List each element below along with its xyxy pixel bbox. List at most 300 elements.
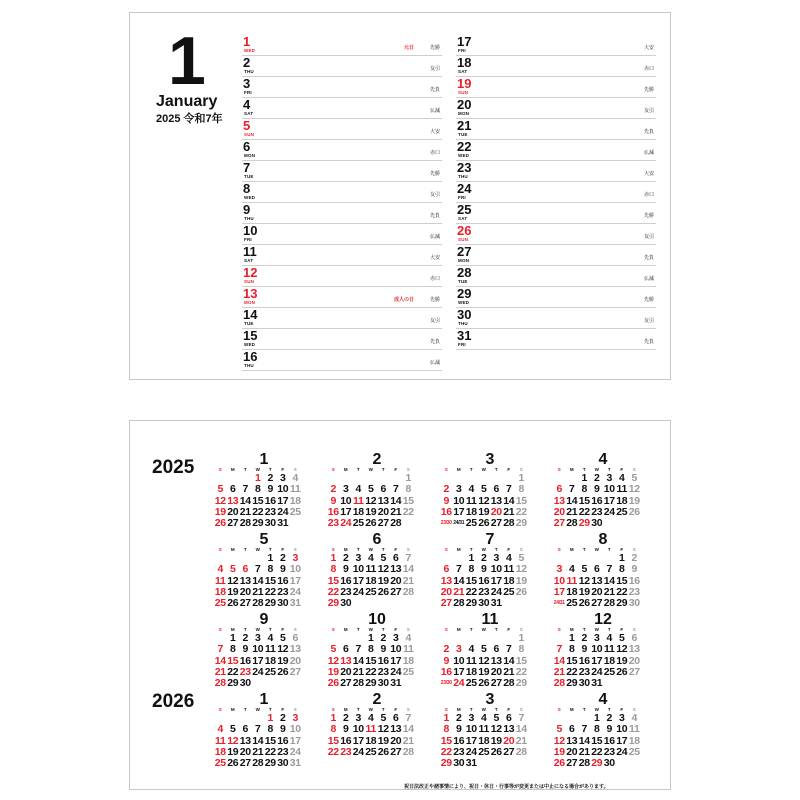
rokuyo-label: 仏滅 xyxy=(643,276,654,282)
weekday-initial: W xyxy=(594,547,599,552)
mini-month-calendar xyxy=(327,453,427,529)
weekday-initial: W xyxy=(368,547,373,552)
date-cell: 1 xyxy=(267,552,274,564)
day-row xyxy=(456,98,656,119)
date-cell: 20 xyxy=(553,505,565,518)
date-cell: 10 xyxy=(390,643,402,656)
weekday-initial: T xyxy=(607,467,611,472)
weekday-initial: S xyxy=(444,547,448,552)
weekday-initial: F xyxy=(507,627,511,632)
date-cell: 7 xyxy=(217,643,224,656)
date-cell: 21 xyxy=(239,505,251,518)
date-grid xyxy=(327,713,427,758)
date-cell: 20 xyxy=(289,654,301,667)
date-cell: 10 xyxy=(289,563,301,576)
day-row xyxy=(456,35,656,56)
date-cell: 20 xyxy=(591,585,603,598)
date-cell: 5 xyxy=(581,563,588,576)
date-cell: 12 xyxy=(478,654,490,667)
date-cell: 11 xyxy=(629,723,640,736)
date-cell: 14 xyxy=(578,734,590,747)
date-cell xyxy=(603,678,616,689)
weekday-initial: T xyxy=(469,627,473,632)
day-row xyxy=(242,77,442,98)
date-cell: 19 xyxy=(478,665,490,678)
weekday-initial: T xyxy=(243,627,247,632)
date-cell: 19 xyxy=(214,505,226,518)
date-cell: 27 xyxy=(591,597,603,610)
date-cell xyxy=(503,758,516,769)
date-cell: 1 xyxy=(367,632,374,644)
date-cell: 21 xyxy=(453,585,465,598)
weekday-label: WED xyxy=(244,48,256,53)
date-cell: 5 xyxy=(631,472,638,484)
date-cell: 28 xyxy=(566,517,578,530)
date-cell: 10 xyxy=(340,494,352,507)
date-cell: 16 xyxy=(340,734,352,747)
date-cell: 26 xyxy=(628,505,640,518)
day-number: 10 xyxy=(243,223,258,238)
weekday-initial: S xyxy=(519,627,523,632)
rokuyo-label: 友引 xyxy=(429,192,440,198)
day-number: 22 xyxy=(457,139,472,154)
rokuyo-label: 先勝 xyxy=(643,297,654,303)
month-name: January xyxy=(156,93,218,110)
date-cell: 3 xyxy=(455,483,462,496)
date-cell: 12 xyxy=(377,723,389,736)
weekday-initial: T xyxy=(268,547,272,552)
date-cell: 28 xyxy=(578,757,590,770)
weekday-label: SUN xyxy=(244,279,255,284)
date-cell: 17 xyxy=(352,734,364,747)
date-cell: 21 xyxy=(252,585,264,598)
date-cell: 14 xyxy=(566,494,578,507)
date-cell: 26 xyxy=(478,517,490,530)
date-cell: 29 xyxy=(515,677,527,690)
day-number: 12 xyxy=(243,265,258,280)
rokuyo-label: 大安 xyxy=(429,255,440,261)
date-cell: 8 xyxy=(518,643,525,656)
date-cell: 9 xyxy=(330,494,337,507)
date-cell: 20 xyxy=(227,505,239,518)
date-cell: 8 xyxy=(568,643,575,656)
date-cell: 1 xyxy=(568,632,575,644)
day-row xyxy=(242,182,442,203)
date-cell: 12 xyxy=(553,734,565,747)
date-cell: 30 xyxy=(453,757,465,770)
day-row xyxy=(242,245,442,266)
date-cell: 28 xyxy=(402,745,414,758)
date-cell: 8 xyxy=(330,563,337,576)
date-cell: 30 xyxy=(264,517,276,530)
date-cell: 13 xyxy=(227,494,239,507)
date-cell: 25 xyxy=(365,745,377,758)
date-grid xyxy=(553,473,653,529)
mini-month-title: 3 xyxy=(485,691,495,708)
date-cell: 15 xyxy=(591,734,603,747)
date-cell: 25 xyxy=(214,597,226,610)
date-cell: 4 xyxy=(367,552,374,564)
date-cell: 5 xyxy=(380,552,387,564)
weekday-initial: F xyxy=(281,707,285,712)
date-cell: 13 xyxy=(490,654,502,667)
date-cell: 29 xyxy=(566,677,578,690)
date-cell: 17 xyxy=(340,505,352,518)
date-cell: 5 xyxy=(556,723,563,736)
date-cell: 15 xyxy=(440,734,452,747)
date-cell: 13 xyxy=(591,574,603,587)
date-cell: 14 xyxy=(352,654,364,667)
date-cell: 8 xyxy=(229,643,236,656)
date-cell: 8 xyxy=(367,643,374,656)
date-cell xyxy=(628,758,641,769)
date-cell: 14 xyxy=(239,494,251,507)
date-cell: 16 xyxy=(440,665,452,678)
date-cell: 20 xyxy=(566,745,578,758)
weekday-initial: S xyxy=(218,547,222,552)
weekday-initial: M xyxy=(343,547,348,552)
date-cell: 19 xyxy=(365,505,377,518)
date-cell: 13 xyxy=(340,654,352,667)
date-cell: 23 xyxy=(453,745,465,758)
date-cell: 26 xyxy=(377,745,389,758)
date-cell: 17 xyxy=(490,574,502,587)
day-row xyxy=(456,287,656,308)
date-cell: 28 xyxy=(390,517,402,530)
date-cell: 11 xyxy=(215,734,226,747)
weekday-initial: S xyxy=(331,547,335,552)
rokuyo-label: 先負 xyxy=(429,213,440,219)
date-cell: 9 xyxy=(279,563,286,576)
date-cell: 12 xyxy=(515,563,527,576)
date-cell xyxy=(365,598,378,609)
date-cell: 28 xyxy=(603,597,615,610)
weekday-initial: F xyxy=(620,467,624,472)
date-cell: 6 xyxy=(229,483,236,496)
date-cell: 16 xyxy=(340,574,352,587)
date-cell: 17 xyxy=(277,494,289,507)
date-grid xyxy=(553,553,653,609)
date-cell: 8 xyxy=(618,563,625,576)
date-cell: 10 xyxy=(289,723,301,736)
rokuyo-label: 仏滅 xyxy=(429,360,440,366)
weekday-label: SAT xyxy=(244,111,254,116)
date-cell: 12 xyxy=(478,494,490,507)
weekday-label: SAT xyxy=(244,258,254,263)
weekday-initial: S xyxy=(331,467,335,472)
rokuyo-label: 友引 xyxy=(643,234,654,240)
weekday-initial: M xyxy=(230,547,235,552)
weekday-initial: S xyxy=(444,707,448,712)
date-cell: 29 xyxy=(591,757,603,770)
mini-month-calendar xyxy=(553,693,653,769)
day-row xyxy=(242,140,442,161)
date-cell: 7 xyxy=(254,723,261,736)
date-cell: 16 xyxy=(327,505,339,518)
date-cell: 27 xyxy=(239,757,251,770)
year-era-label: 2025 令和7年 xyxy=(156,113,223,125)
date-cell: 22 xyxy=(264,745,276,758)
date-cell: 30 xyxy=(603,757,615,770)
weekday-initial: W xyxy=(481,547,486,552)
date-cell: 23 xyxy=(264,505,276,518)
weekday-initial: T xyxy=(381,707,385,712)
weekday-initial: T xyxy=(243,467,247,472)
date-cell: 6 xyxy=(443,563,450,576)
weekday-initial: F xyxy=(394,707,398,712)
date-cell: 27 xyxy=(628,665,640,678)
weekday-initial: S xyxy=(331,707,335,712)
day-number: 29 xyxy=(457,286,472,301)
date-cell: 21 xyxy=(503,665,515,678)
date-cell: 27 xyxy=(490,517,502,530)
date-cell: 6 xyxy=(493,483,500,496)
date-cell: 13 xyxy=(503,723,515,736)
weekday-initial: F xyxy=(620,707,624,712)
date-cell: 26 xyxy=(515,585,527,598)
date-cell: 27 xyxy=(566,757,578,770)
date-cell: 29 xyxy=(440,757,452,770)
mini-month-calendar xyxy=(327,693,427,758)
day-row xyxy=(456,266,656,287)
date-cell: 7 xyxy=(455,563,462,576)
date-cell: 8 xyxy=(267,563,274,576)
weekday-label: MON xyxy=(244,300,256,305)
date-cell: 11 xyxy=(353,494,364,507)
date-cell: 25 xyxy=(365,585,377,598)
date-cell: 11 xyxy=(566,574,577,587)
date-cell: 17 xyxy=(465,734,477,747)
date-cell: 28 xyxy=(214,677,226,690)
date-cell: 18 xyxy=(503,574,515,587)
date-cell: 3 xyxy=(254,632,261,644)
date-cell: 31 xyxy=(390,677,402,690)
day-number: 25 xyxy=(457,202,472,217)
weekday-label: THU xyxy=(244,363,254,368)
date-cell: 18 xyxy=(628,734,640,747)
weekday-initial: F xyxy=(394,467,398,472)
date-cell: 26 xyxy=(616,665,628,678)
date-cell: 1 xyxy=(593,712,600,724)
date-cell: 3 xyxy=(342,483,349,496)
date-cell: 8 xyxy=(581,483,588,496)
date-grid xyxy=(440,713,540,769)
day-row xyxy=(242,329,442,350)
weekday-label: SUN xyxy=(458,237,469,242)
date-cell: 24 xyxy=(277,505,289,518)
date-cell: 29 xyxy=(264,757,276,770)
date-cell: 14 xyxy=(252,574,264,587)
date-cell: 29 xyxy=(227,677,239,690)
date-cell: 27 xyxy=(503,745,515,758)
weekday-initial: T xyxy=(582,467,586,472)
day-number: 26 xyxy=(457,223,472,238)
date-cell: 3 xyxy=(606,472,613,484)
date-cell: 26 xyxy=(277,665,289,678)
date-cell: 22 xyxy=(515,505,527,518)
date-cell xyxy=(628,678,641,689)
date-cell: 25 xyxy=(503,585,515,598)
date-cell: 14 xyxy=(214,654,226,667)
day-number: 7 xyxy=(243,160,251,175)
date-cell xyxy=(628,518,641,529)
date-cell xyxy=(503,598,516,609)
date-grid xyxy=(214,473,314,529)
day-number: 16 xyxy=(243,349,258,364)
date-cell: 22 xyxy=(566,665,578,678)
date-cell: 15 xyxy=(578,494,590,507)
date-cell: 1 xyxy=(254,472,261,484)
date-cell: 12 xyxy=(628,483,640,496)
date-cell: 17 xyxy=(352,574,364,587)
date-cell: 14 xyxy=(603,574,615,587)
mini-month-calendar xyxy=(327,613,427,689)
rokuyo-label: 大安 xyxy=(643,171,654,177)
date-cell: 3 xyxy=(593,632,600,644)
date-cell: 11 xyxy=(265,643,276,656)
date-cell: 14 xyxy=(402,563,414,576)
date-cell: 2 xyxy=(267,472,274,484)
date-grid xyxy=(440,473,540,529)
date-cell: 17 xyxy=(616,734,628,747)
date-cell: 5 xyxy=(330,643,337,656)
date-cell: 1 xyxy=(267,712,274,724)
weekday-initial: T xyxy=(469,547,473,552)
date-cell: 8 xyxy=(518,483,525,496)
weekday-label: MON xyxy=(458,111,470,116)
weekday-initial: F xyxy=(620,627,624,632)
date-cell: 2 xyxy=(380,632,387,644)
weekday-initial: S xyxy=(444,467,448,472)
day-number: 9 xyxy=(243,202,251,217)
day-row xyxy=(456,77,656,98)
day-row xyxy=(242,35,442,56)
date-cell: 6 xyxy=(242,723,249,736)
date-cell: 21 xyxy=(503,505,515,518)
date-grid xyxy=(553,713,653,769)
weekday-initial: T xyxy=(356,467,360,472)
date-cell: 26 xyxy=(327,677,339,690)
rokuyo-label: 赤口 xyxy=(429,150,440,156)
date-cell: 28 xyxy=(239,517,251,530)
day-list-first-half xyxy=(242,35,442,371)
date-cell: 6 xyxy=(342,643,349,656)
date-cell: 2 xyxy=(443,483,450,496)
date-grid xyxy=(214,713,314,769)
day-row xyxy=(242,350,442,371)
date-cell: 2 xyxy=(593,472,600,484)
weekday-initial: W xyxy=(594,627,599,632)
date-cell: 10 xyxy=(453,494,465,507)
day-number: 27 xyxy=(457,244,472,259)
date-cell: 2 xyxy=(443,643,450,656)
date-cell: 13 xyxy=(390,723,402,736)
weekday-initial: T xyxy=(494,707,498,712)
mini-month-title: 1 xyxy=(259,451,269,468)
date-cell: 16 xyxy=(264,494,276,507)
date-cell: 1 xyxy=(618,552,625,564)
date-cell: 22 xyxy=(578,505,590,518)
rokuyo-label: 大安 xyxy=(643,45,654,51)
weekday-initial: S xyxy=(444,627,448,632)
weekday-label: THU xyxy=(244,216,254,221)
weekday-initial: S xyxy=(519,707,523,712)
date-cell: 29 xyxy=(327,597,339,610)
date-cell: 15 xyxy=(616,574,628,587)
date-cell: 6 xyxy=(568,723,575,736)
date-cell: 18 xyxy=(616,494,628,507)
mini-month-title: 6 xyxy=(372,531,382,548)
date-cell: 15 xyxy=(252,494,264,507)
date-cell: 18 xyxy=(365,574,377,587)
weekday-label: MON xyxy=(458,258,470,263)
date-cell: 28 xyxy=(453,597,465,610)
mini-month-title: 2 xyxy=(372,451,382,468)
day-number: 11 xyxy=(243,244,257,259)
date-cell: 4 xyxy=(217,723,224,736)
date-cell: 3 xyxy=(455,643,462,656)
date-cell: 11 xyxy=(466,654,477,667)
date-cell: 11 xyxy=(365,723,376,736)
day-number: 20 xyxy=(457,97,472,112)
date-cell: 7 xyxy=(405,712,412,724)
date-cell: 6 xyxy=(392,552,399,564)
date-cell: 7 xyxy=(606,563,613,576)
rokuyo-label: 先勝 xyxy=(429,171,440,177)
date-cell: 24 xyxy=(340,517,352,530)
date-cell: 22 xyxy=(402,505,414,518)
date-cell xyxy=(402,678,415,689)
date-cell: 17 xyxy=(453,505,465,518)
date-cell: 2 xyxy=(330,483,337,496)
date-cell: 19 xyxy=(478,505,490,518)
date-cell: 23 xyxy=(377,665,389,678)
holiday-change-footnote: 祝日法改正や諸事情により、祝日・休日・行事等が変更または中止になる場合があります。 xyxy=(404,784,609,790)
weekday-initial: T xyxy=(243,547,247,552)
date-cell: 12 xyxy=(365,494,377,507)
date-cell: 30 xyxy=(478,597,490,610)
weekday-initial: T xyxy=(582,627,586,632)
weekday-initial: S xyxy=(557,627,561,632)
weekday-initial: S xyxy=(293,467,297,472)
date-cell: 27 xyxy=(390,585,402,598)
day-number: 23 xyxy=(457,160,472,175)
date-cell: 4 xyxy=(292,472,299,484)
rokuyo-label: 仏滅 xyxy=(643,150,654,156)
date-cell: 11 xyxy=(403,643,414,656)
day-row xyxy=(242,224,442,245)
weekday-initial: W xyxy=(368,707,373,712)
date-cell: 16 xyxy=(277,734,289,747)
date-cell: 5 xyxy=(480,643,487,656)
weekday-initial: S xyxy=(557,467,561,472)
date-cell: 2 xyxy=(242,632,249,644)
date-cell: 13 xyxy=(553,494,565,507)
date-cell: 19 xyxy=(578,585,590,598)
date-cell: 7 xyxy=(568,483,575,496)
date-cell: 20 xyxy=(390,734,402,747)
date-cell: 11 xyxy=(365,563,376,576)
weekday-label: THU xyxy=(458,174,468,179)
rokuyo-label: 友引 xyxy=(429,66,440,72)
mini-month-title: 11 xyxy=(481,611,499,628)
weekday-initial: F xyxy=(507,707,511,712)
date-cell: 1 xyxy=(581,472,588,484)
weekday-label: MON xyxy=(244,153,256,158)
date-cell: 10 xyxy=(453,654,465,667)
date-cell: 24 xyxy=(352,585,364,598)
weekday-initial: T xyxy=(607,627,611,632)
